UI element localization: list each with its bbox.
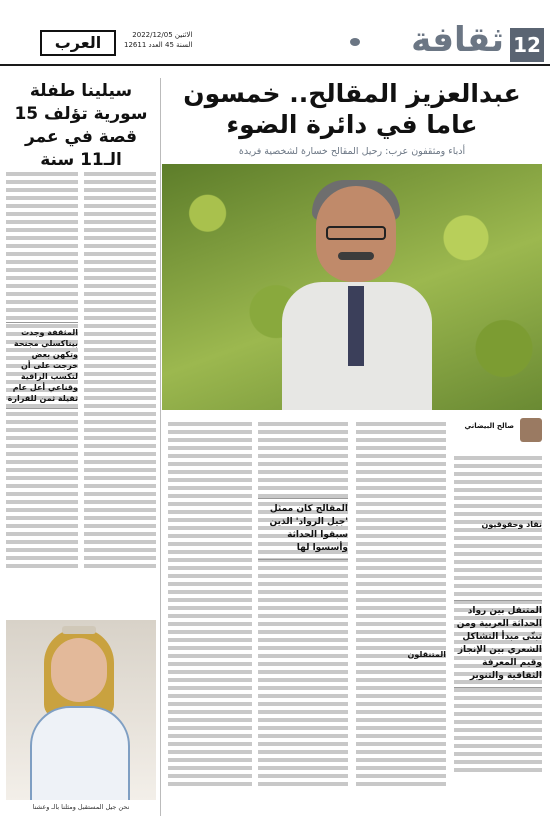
speech-bubble-icon [350, 38, 360, 46]
side-pull-quote: المثقفة وجدت بيناكسلي مجنحة وتكهن بعض خرجت على أن لتكسب الراقية وقناعي أعل عام ثقيلة ثمن للقرارة [6, 322, 78, 409]
page-number: 12 [510, 28, 544, 62]
author-byline [454, 418, 542, 444]
side-photo [6, 620, 156, 800]
side-text-column-2 [84, 168, 156, 613]
crown-icon [62, 626, 96, 634]
pull-quote-2: المتنقل بين رواد الحداثة العربية ومن تبنّى مبدأ التشاكل الشعري بين الإنجاز وقيم المعرفة الثقافية والتنوير [454, 600, 542, 688]
section-head-1: نقاد وحقوقيون [481, 520, 542, 529]
main-photo [162, 164, 542, 410]
side-photo-caption: نحن جيل المستقبل ومثلنا بالـ وعشنا [32, 803, 130, 811]
text-column-3 [258, 418, 348, 812]
portrait-figure [282, 186, 432, 410]
section-title: ثقافة [411, 20, 504, 60]
main-subhead: أدباء ومثقفون عرب: رحيل المقالح خسارة لشخصية فريدة [238, 146, 466, 157]
text-column-4 [168, 418, 252, 812]
issue-info [124, 30, 192, 50]
issue-number: السنة 45 العدد 12611 [124, 41, 193, 49]
section-head-2: المتنقلون [407, 650, 446, 659]
issue-date: الاثنين 2022/12/05 [132, 31, 193, 39]
main-headline: عبدالعزيز المقالح.. خمسون عاما في دائرة الضوء [183, 79, 521, 139]
author-name: صالح البيضاني [464, 422, 514, 430]
text-column-2 [356, 418, 446, 812]
pull-quote-1: المقالح كان ممثل 'جيل الرواد' الذين سبقوا الحداثة وأسسوا لها [258, 498, 348, 560]
column-divider [160, 78, 161, 816]
author-photo [520, 418, 542, 442]
masthead [0, 0, 550, 66]
brand-logo: العرب [40, 30, 116, 56]
side-headline: سيلينا طفلة سورية تؤلف 15 قصة في عمر الـ11 سنة [14, 81, 148, 170]
